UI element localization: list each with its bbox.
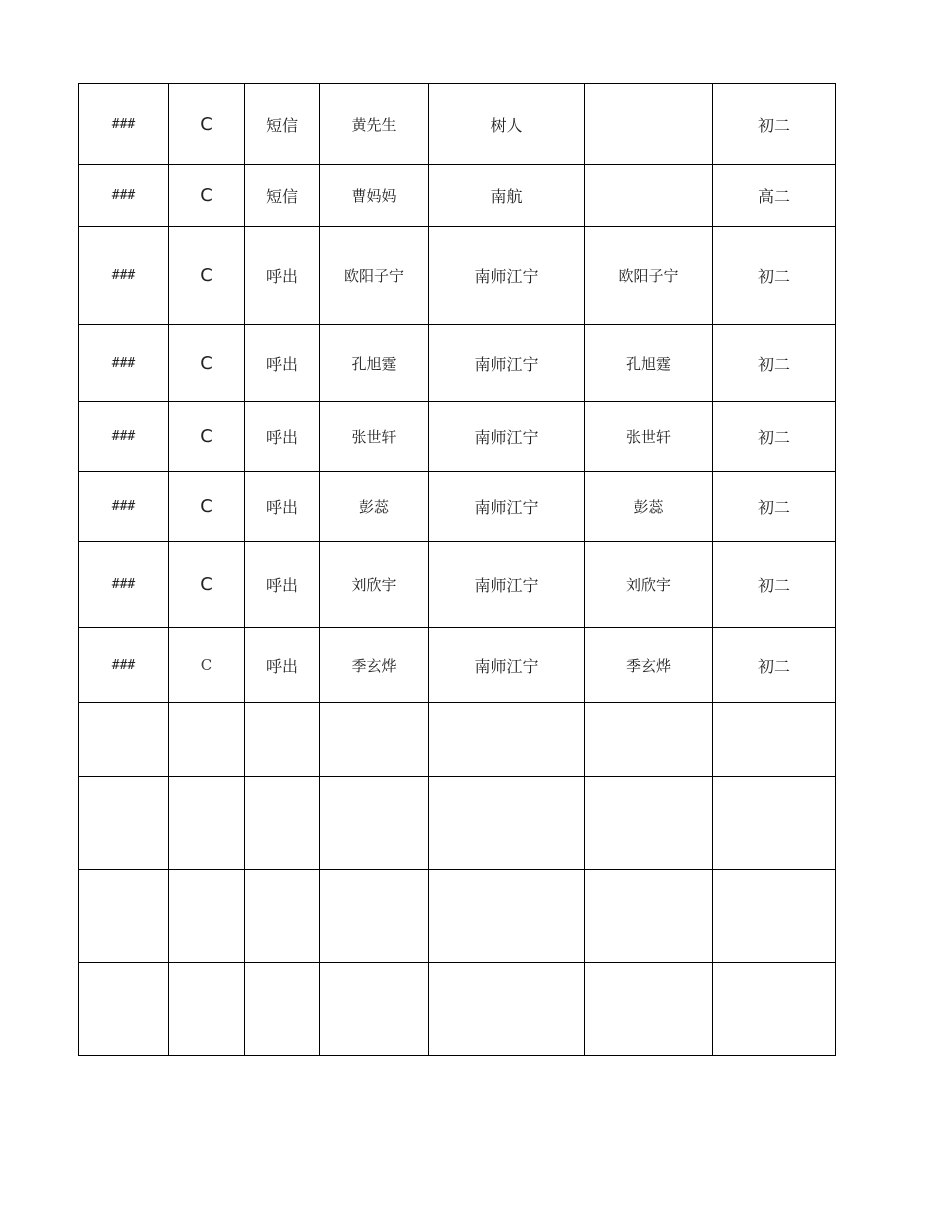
name-cell[interactable]: 曹妈妈: [320, 165, 429, 227]
contact-type-cell[interactable]: 呼出: [245, 472, 320, 542]
name-cell[interactable]: 彭蕊: [320, 472, 429, 542]
empty-cell[interactable]: [79, 777, 169, 870]
table-row: [79, 84, 836, 165]
contact-type-cell[interactable]: 短信: [245, 84, 320, 165]
grade-cell[interactable]: 初二: [713, 542, 836, 628]
name-cell[interactable]: 刘欣宇: [320, 542, 429, 628]
school-cell[interactable]: 南师江宁: [429, 542, 585, 628]
empty-row: [79, 703, 836, 777]
code-cell[interactable]: C: [169, 325, 245, 402]
empty-row: [79, 963, 836, 1056]
date-cell[interactable]: ###: [79, 472, 169, 542]
contact-type-cell[interactable]: 呼出: [245, 542, 320, 628]
empty-cell[interactable]: [169, 777, 245, 870]
code-cell[interactable]: C: [169, 402, 245, 472]
student-cell[interactable]: 彭蕊: [585, 472, 713, 542]
grade-cell[interactable]: 初二: [713, 325, 836, 402]
empty-cell[interactable]: [169, 963, 245, 1056]
student-cell[interactable]: 欧阳子宁: [585, 227, 713, 325]
empty-cell[interactable]: [79, 703, 169, 777]
empty-cell[interactable]: [429, 777, 585, 870]
contact-type-cell[interactable]: 呼出: [245, 402, 320, 472]
call-log-table: [78, 83, 836, 1056]
code-cell[interactable]: C: [169, 542, 245, 628]
code-cell[interactable]: C: [169, 628, 245, 703]
empty-cell[interactable]: [429, 963, 585, 1056]
school-cell[interactable]: 南师江宁: [429, 472, 585, 542]
empty-cell[interactable]: [585, 703, 713, 777]
date-cell[interactable]: ###: [79, 628, 169, 703]
table-row: [79, 165, 836, 227]
empty-cell[interactable]: [429, 870, 585, 963]
empty-cell[interactable]: [585, 777, 713, 870]
empty-cell[interactable]: [585, 963, 713, 1056]
empty-row: [79, 870, 836, 963]
school-cell[interactable]: 南师江宁: [429, 325, 585, 402]
student-cell[interactable]: [585, 165, 713, 227]
grade-cell[interactable]: 高二: [713, 165, 836, 227]
table-row: [79, 628, 836, 703]
school-cell[interactable]: 南师江宁: [429, 227, 585, 325]
empty-cell[interactable]: [320, 870, 429, 963]
date-cell[interactable]: ###: [79, 165, 169, 227]
empty-cell[interactable]: [169, 703, 245, 777]
empty-cell[interactable]: [79, 870, 169, 963]
date-cell[interactable]: ###: [79, 402, 169, 472]
name-cell[interactable]: 黄先生: [320, 84, 429, 165]
empty-cell[interactable]: [245, 777, 320, 870]
grade-cell[interactable]: 初二: [713, 227, 836, 325]
grade-cell[interactable]: 初二: [713, 628, 836, 703]
empty-cell[interactable]: [713, 963, 836, 1056]
student-cell[interactable]: 季玄烨: [585, 628, 713, 703]
empty-cell[interactable]: [245, 870, 320, 963]
empty-cell[interactable]: [585, 870, 713, 963]
student-cell[interactable]: [585, 84, 713, 165]
empty-cell[interactable]: [320, 963, 429, 1056]
grade-cell[interactable]: 初二: [713, 402, 836, 472]
name-cell[interactable]: 欧阳子宁: [320, 227, 429, 325]
date-cell[interactable]: ###: [79, 542, 169, 628]
code-cell[interactable]: C: [169, 227, 245, 325]
empty-cell[interactable]: [713, 703, 836, 777]
contact-type-cell[interactable]: 呼出: [245, 628, 320, 703]
empty-cell[interactable]: [713, 777, 836, 870]
contact-type-cell[interactable]: 呼出: [245, 325, 320, 402]
date-cell[interactable]: ###: [79, 84, 169, 165]
code-cell[interactable]: C: [169, 165, 245, 227]
student-cell[interactable]: 刘欣宇: [585, 542, 713, 628]
contact-type-cell[interactable]: 呼出: [245, 227, 320, 325]
contact-type-cell[interactable]: 短信: [245, 165, 320, 227]
table-row: [79, 542, 836, 628]
school-cell[interactable]: 南师江宁: [429, 402, 585, 472]
name-cell[interactable]: 孔旭霆: [320, 325, 429, 402]
school-cell[interactable]: 南师江宁: [429, 628, 585, 703]
school-cell[interactable]: 南航: [429, 165, 585, 227]
table-row: [79, 472, 836, 542]
empty-cell[interactable]: [429, 703, 585, 777]
code-cell[interactable]: C: [169, 84, 245, 165]
empty-cell[interactable]: [245, 963, 320, 1056]
empty-cell[interactable]: [79, 963, 169, 1056]
empty-row: [79, 777, 836, 870]
date-cell[interactable]: ###: [79, 325, 169, 402]
student-cell[interactable]: 孔旭霆: [585, 325, 713, 402]
empty-cell[interactable]: [320, 777, 429, 870]
code-cell[interactable]: C: [169, 472, 245, 542]
empty-cell[interactable]: [169, 870, 245, 963]
grade-cell[interactable]: 初二: [713, 472, 836, 542]
table-row: [79, 227, 836, 325]
name-cell[interactable]: 张世轩: [320, 402, 429, 472]
date-cell[interactable]: ###: [79, 227, 169, 325]
name-cell[interactable]: 季玄烨: [320, 628, 429, 703]
empty-cell[interactable]: [320, 703, 429, 777]
table-row: [79, 402, 836, 472]
empty-cell[interactable]: [245, 703, 320, 777]
school-cell[interactable]: 树人: [429, 84, 585, 165]
empty-cell[interactable]: [713, 870, 836, 963]
grade-cell[interactable]: 初二: [713, 84, 836, 165]
student-cell[interactable]: 张世轩: [585, 402, 713, 472]
table-row: [79, 325, 836, 402]
